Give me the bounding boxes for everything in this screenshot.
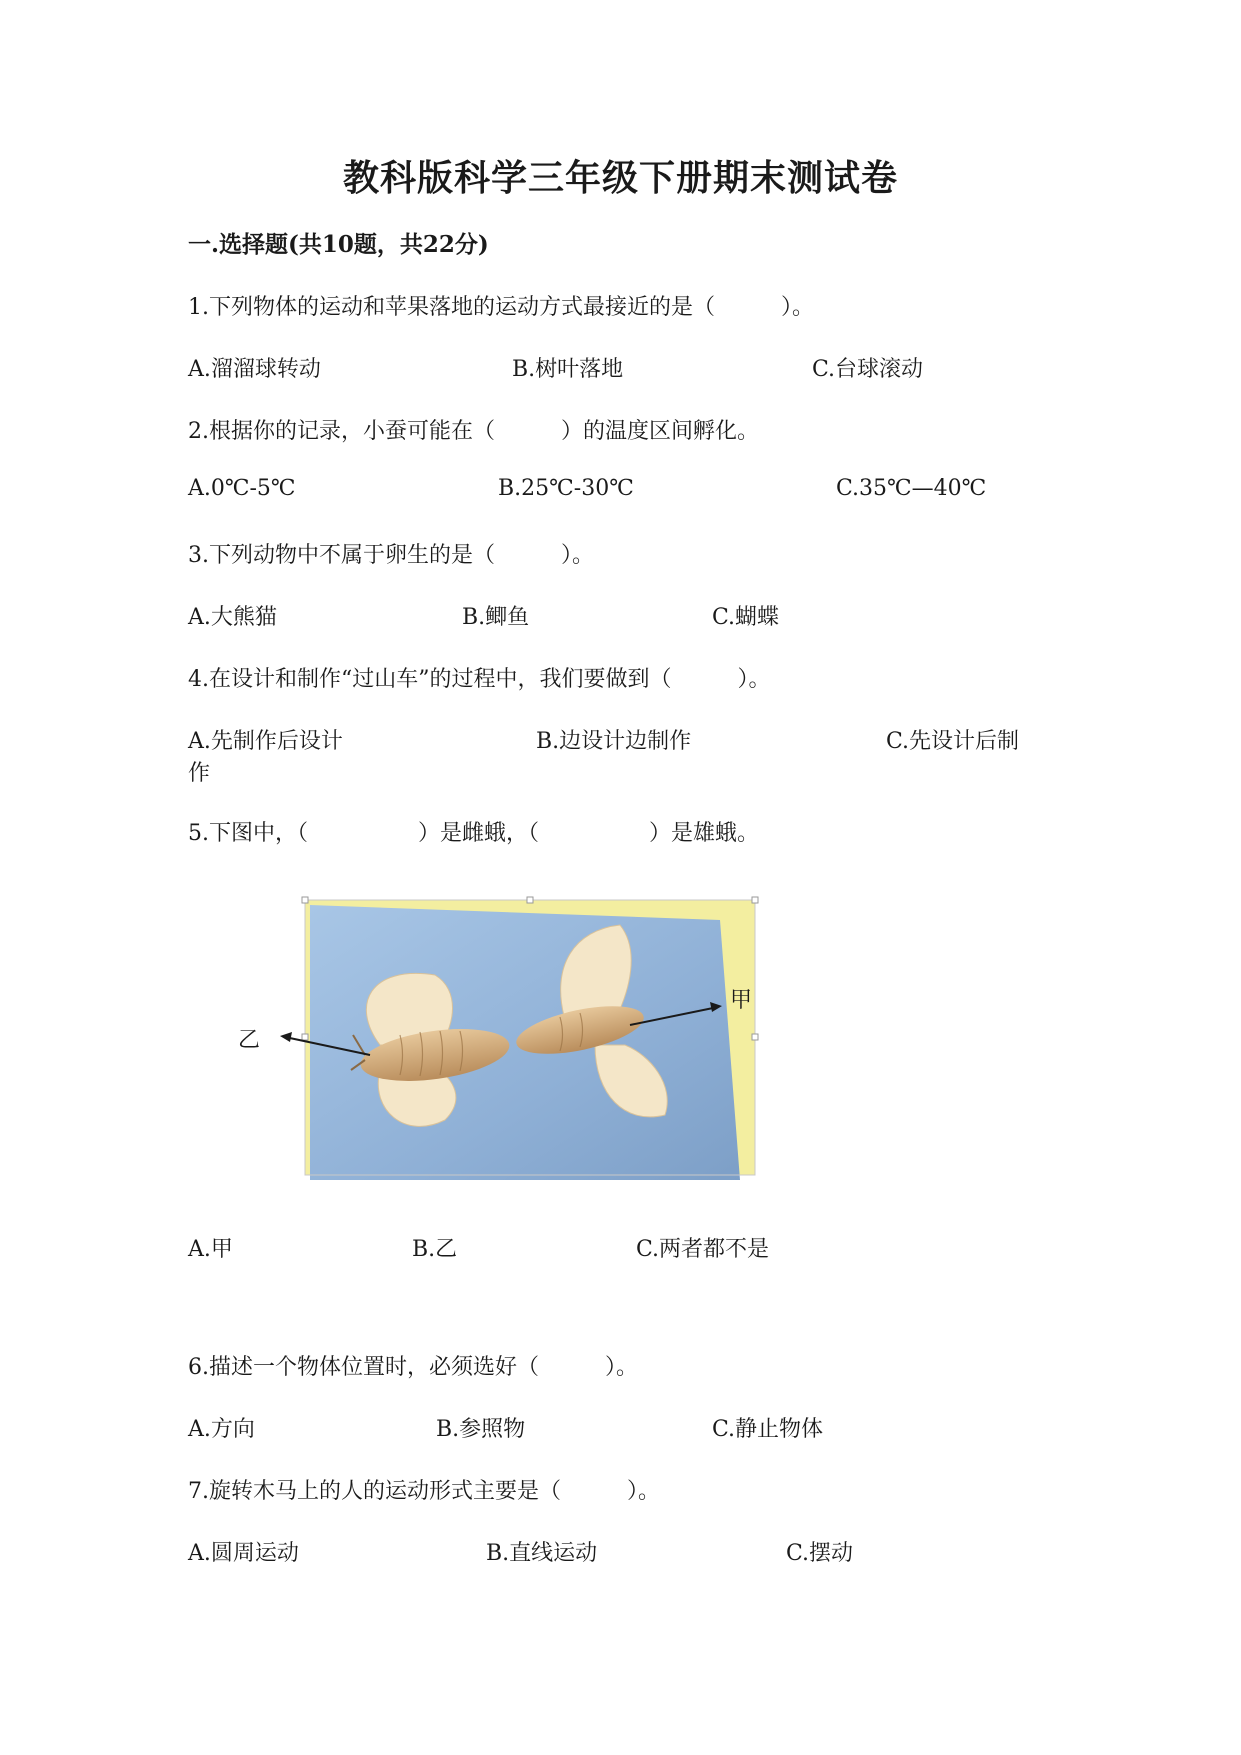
question-3-option-a[interactable]: A.大熊猫	[188, 605, 277, 630]
question-5-option-c[interactable]: C.两者都不是	[636, 1237, 770, 1262]
figure-label-jia: 甲	[730, 988, 753, 1013]
question-2-option-a[interactable]: A.0℃-5℃	[188, 476, 296, 501]
question-3-option-b[interactable]: B.鲫鱼	[462, 605, 530, 630]
question-3-stem: 3.下列动物中不属于卵生的是（ ）。	[188, 543, 594, 568]
question-4-option-c-wrap: 作	[188, 761, 211, 786]
question-5-option-a[interactable]: A.甲	[188, 1237, 233, 1262]
question-6-stem: 6.描述一个物体位置时，必须选好（ ）。	[188, 1355, 638, 1380]
question-4-option-a[interactable]: A.先制作后设计	[188, 729, 343, 754]
question-3-option-c[interactable]: C.蝴蝶	[712, 605, 780, 630]
question-2-option-c[interactable]: C.35℃—40℃	[836, 476, 987, 501]
question-5-option-b[interactable]: B.乙	[412, 1237, 458, 1262]
section-heading: 一.选择题(共10题，共22分)	[188, 231, 489, 258]
question-6-option-a[interactable]: A.方向	[188, 1417, 255, 1442]
question-7-stem: 7.旋转木马上的人的运动形式主要是（ ）。	[188, 1479, 660, 1504]
question-5-stem: 5.下图中，（ ）是雌蛾，（ ）是雄蛾。	[188, 821, 759, 846]
question-6-option-b[interactable]: B.参照物	[436, 1417, 526, 1442]
figure-label-yi: 乙	[238, 1028, 261, 1053]
question-4-stem: 4.在设计和制作“过山车”的过程中，我们要做到（ ）。	[188, 667, 771, 692]
question-2-option-b[interactable]: B.25℃-30℃	[498, 476, 634, 501]
question-1-option-b[interactable]: B.树叶落地	[512, 357, 624, 382]
question-7-option-c[interactable]: C.摆动	[786, 1541, 854, 1566]
page-title: 教科版科学三年级下册期末测试卷	[342, 157, 898, 199]
question-2-stem: 2.根据你的记录，小蚕可能在（ ）的温度区间孵化。	[188, 419, 759, 444]
question-6-option-c[interactable]: C.静止物体	[712, 1417, 824, 1442]
question-1-stem: 1.下列物体的运动和苹果落地的运动方式最接近的是（ ）。	[188, 295, 814, 320]
question-4-option-b[interactable]: B.边设计边制作	[536, 729, 692, 754]
question-7-option-a[interactable]: A.圆周运动	[188, 1541, 299, 1566]
question-7-option-b[interactable]: B.直线运动	[486, 1541, 598, 1566]
silkworm-moth-figure	[230, 895, 830, 1185]
question-4-option-c[interactable]: C.先设计后制	[886, 729, 1020, 754]
question-1-option-a[interactable]: A.溜溜球转动	[188, 357, 321, 382]
question-1-option-c[interactable]: C.台球滚动	[812, 357, 924, 382]
